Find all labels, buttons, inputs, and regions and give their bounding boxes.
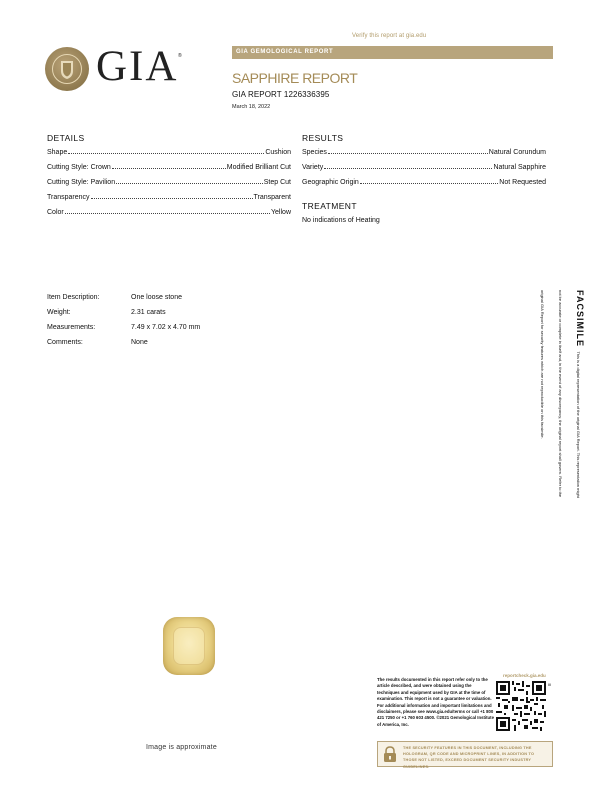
- detail-label: Color: [47, 209, 64, 216]
- hologram-text: THE SECURITY FEATURES IN THIS DOCUMENT, INCLUDING THE HOLOGRAM, QR CODE AND MICROPRINT LINES, IN ADDITION TO THOSE NOT LISTED, EXCEED DOCUMENT SECURITY INDUSTRY GUIDELINES.: [403, 746, 535, 769]
- results-row: [302, 179, 546, 186]
- results-row: [302, 149, 546, 156]
- result-label: Geographic Origin: [302, 179, 359, 186]
- item-value: 7.49 x 7.02 x 4.70 mm: [131, 324, 201, 331]
- item-value: 2.31 carats: [131, 309, 166, 316]
- detail-value: Step Cut: [263, 179, 291, 186]
- result-label: Variety: [302, 164, 324, 171]
- facsimile-note: [540, 290, 590, 500]
- detail-value: Cushion: [265, 149, 291, 156]
- gembar-label: GIA GEMOLOGICAL REPORT: [236, 49, 334, 55]
- treatment-value: No indications of Heating: [302, 217, 380, 224]
- result-value: Natural Sapphire: [493, 164, 546, 171]
- details-row: [47, 179, 291, 186]
- result-value: Not Requested: [499, 179, 546, 186]
- report-date: March 18, 2022: [232, 104, 271, 110]
- gemological-report-bar: [232, 46, 553, 59]
- details-row: [47, 209, 291, 216]
- detail-label: Transparency: [47, 194, 90, 201]
- results-row: [302, 164, 546, 171]
- details-row: [47, 149, 291, 156]
- result-label: Species: [302, 149, 327, 156]
- qr-code-icon[interactable]: [496, 681, 546, 731]
- lock-icon: [382, 746, 398, 763]
- result-value: Natural Corundum: [488, 149, 546, 156]
- qr-side-mark: III: [548, 682, 552, 687]
- item-value: None: [131, 339, 148, 346]
- facsimile-heading: FACSIMILE: [575, 290, 585, 348]
- item-label: Comments:: [47, 339, 83, 346]
- report-number: GIA REPORT 1226336395: [232, 90, 330, 99]
- results-heading: RESULTS: [302, 133, 344, 143]
- item-value: One loose stone: [131, 294, 182, 301]
- report-title: SAPPHIRE REPORT: [232, 70, 358, 86]
- details-row: [47, 194, 291, 201]
- item-label: Item Description:: [47, 294, 100, 301]
- facsimile-text: This is a digital representation of the original GIA Report. This representation might not be accurate or complete in itself and, in the event of any discrepancy, the original report shall govern. Refer to the original GIA Report for security features which are not reproducible on this facsimile.: [540, 290, 581, 498]
- detail-label: Cutting Style: Crown: [47, 164, 111, 171]
- detail-value: Yellow: [271, 209, 291, 216]
- detail-label: Cutting Style: Pavilion: [47, 179, 116, 186]
- image-note: Image is approximate: [146, 744, 217, 751]
- item-label: Weight:: [47, 309, 71, 316]
- detail-value: Transparent: [253, 194, 291, 201]
- gia-seal-icon: [45, 47, 89, 91]
- detail-value: Modified Brilliant Cut: [226, 164, 291, 171]
- gemstone-image: [163, 617, 215, 675]
- registered-mark: ®: [178, 53, 182, 59]
- treatment-heading: TREATMENT: [302, 201, 357, 211]
- hologram-security-strip: [377, 741, 553, 767]
- detail-label: Shape: [47, 149, 68, 156]
- reportcheck-link[interactable]: reportcheck.gia.edu: [503, 673, 546, 678]
- disclaimer-text: The results documented in this report refer only to the article described, and were obtained using the techniques and equipment used by GIA at the time of examination. This report is not a guarantee or valuation. For additional information and important limitations and disclaimers, please see www.gia.edu/terms or call +1 800 421 7250 or +1 760 603 4500. ©2021 Gemological Institute of America, Inc.: [377, 677, 494, 727]
- details-heading: DETAILS: [47, 133, 85, 143]
- details-row: [47, 164, 291, 171]
- verify-link[interactable]: Verify this report at gia.edu: [352, 33, 427, 39]
- item-label: Measurements:: [47, 324, 96, 331]
- gia-logo: GIA: [96, 43, 179, 90]
